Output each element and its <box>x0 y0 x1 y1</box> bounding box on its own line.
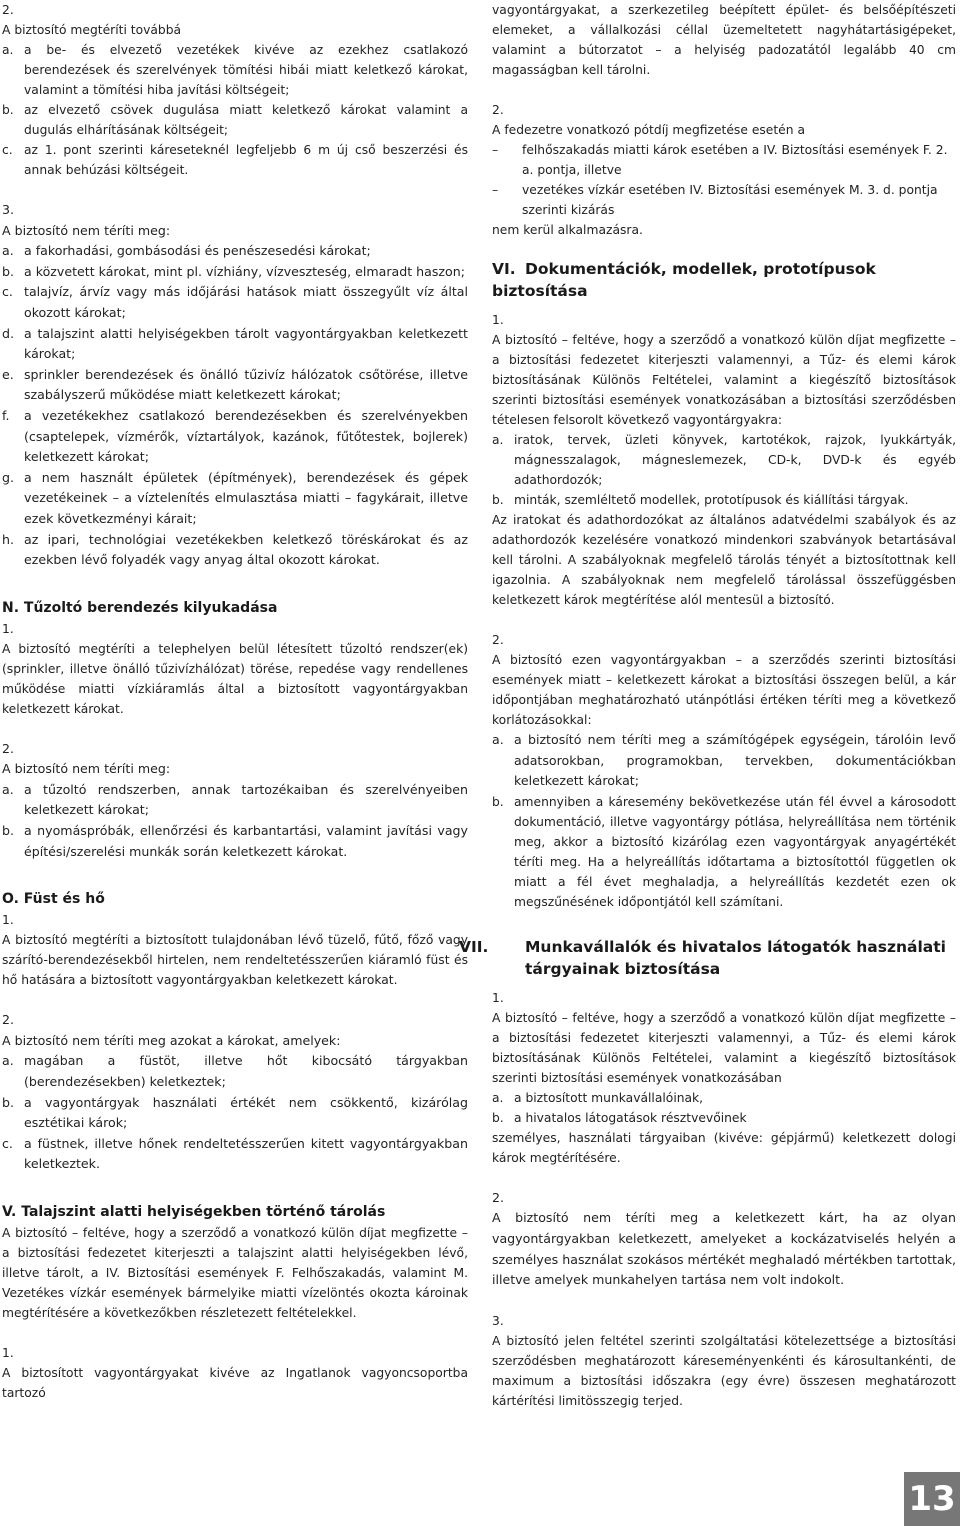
list-item: c. az 1. pont szerinti káreseteknél legfeljebb 6 m új cső beszerzési és annak behúzási költségeit. <box>2 143 468 177</box>
paragraph: A biztosító megtéríti a telephelyen belül létesített tűzoltó rendszer(ek) (sprinkler, illetve önálló tűzivízhálózat) törése, repedése vagy rendellenes működése miatti vízkiáramlás által a biztosított vagyontárgyakban keletkezett károkat. <box>2 641 468 716</box>
list-item: b. a vagyontárgyak használati értékét nem csökkentő, kizárólag esztétikai károk; <box>2 1094 468 1131</box>
paragraph: A biztosító jelen feltétel szerinti szolgáltatási kötelezettsége a biztosítási szerződésben meghatározott káreseményenkénti és károsultankénti, de maximum a biztosítási időszakra (egy évre) összesen meghatározott kártérítési limitösszegig terjed. <box>492 1333 956 1408</box>
list-item: a. a biztosított munkavállalóinak, <box>492 1090 704 1105</box>
paragraph: A biztosító nem téríti meg azokat a károkat, amelyek: <box>2 1032 341 1048</box>
list-item: – felhőszakadás miatti károk esetében a IV. Biztosítási események F. 2. a. pontja, illetve <box>492 143 948 177</box>
list-item: a. a biztosító nem téríti meg a számítógépek egységein, tárolóin levő adatsorokban, programokban, tervekben, dokumentációkban keletkezett károkat; <box>492 732 956 789</box>
list-item: d. a talajszint alatti helyiségekben tárolt vagyontárgyakban keletkezett károkat; <box>2 325 468 362</box>
list-item: b. az elvezető csövek dugulása miatt keletkező károkat valamint a dugulás elhárításának költségeit; <box>2 103 468 137</box>
section-number: 2. <box>492 1189 505 1205</box>
paragraph: vagyontárgyakat, a szerkezetileg beépített épület- és belsőépítészeti elemeket, a vállalkozási céllal üzemeltetett nagyhátartásigépeket, valamint a bútorzatot – a helyiség padozatától legalább 40 cm magasságban kell tárolni. <box>492 3 956 77</box>
paragraph: személyes, használati tárgyaiban (kivéve: gépjármű) keletkezett dologi károk megtérítésére. <box>492 1130 956 1165</box>
section-number: 2. <box>492 103 504 117</box>
paragraph: A biztosító nem téríti meg a keletkezett kárt, ha az olyan vagyontárgyakban keletkezett, amelyeket a kockázatviselés helyén a személyes használat szokásos mértékét meghaladó mértékben tartottak, illetve amelyek munkahelyen tartása nem volt indokolt. <box>492 1210 956 1288</box>
right-column <box>459 0 956 1411</box>
paragraph: A biztosító megtéríti továbbá <box>2 23 182 37</box>
paragraph: A biztosító megtéríti a biztosított tulajdonában lévő tüzelő, fűtő, főző vagy szárító-berendezésekből hirtelen, nem rendeltetésszerűen kiáramló füst és hő hatására a biztosított vagyontárgyakban keletkezett károkat. <box>2 933 468 988</box>
list-item: c. a füstnek, illetve hőnek rendeltetésszerűen kitett vagyontárgyakban keletkeztek. <box>2 1135 468 1172</box>
section-number: 2. <box>2 3 14 17</box>
paragraph: nem kerül alkalmazásra. <box>492 223 643 237</box>
list-item: – vezetékes vízkár esetében IV. Biztosítási események M. 3. d. pontja szerinti kizárás <box>492 183 938 217</box>
chapter-heading: VII. Munkavállalók és hivatalos látogatók használati tárgyainak biztosítása <box>459 937 946 978</box>
paragraph: A fedezetre vonatkozó pótdíj megfizetése esetén a <box>492 123 805 137</box>
section-number: 3. <box>2 202 15 217</box>
page-number: 13 <box>904 1472 960 1526</box>
section-number: 3. <box>492 1313 504 1328</box>
section-number: 2. <box>492 633 504 647</box>
list-item: a. magában a füstöt, illetve hőt kibocsátó tárgyakban (berendezésekben) keletkeztek; <box>2 1053 468 1090</box>
section-number: 1. <box>492 990 504 1005</box>
list-item: b. a közvetett károkat, mint pl. vízhiány, vízveszteség, elmaradt haszon; <box>2 263 465 279</box>
section-heading: V. Talajszint alatti helyiségekben történő tárolás <box>2 1204 386 1220</box>
list-item: a. iratok, tervek, üzleti könyvek, kartotékok, rajzok, lyukkártyák, mágnesszalagok, mágneslemezek, CD-k, DVD-k és egyéb adathordozók; <box>492 433 956 487</box>
paragraph: Az iratokat és adathordozókat az általános adatvédelmi szabályok és az adathordozók kezelésére vonatkozó mindenkori szabványok betartásával kell tárolni. A szabályoknak megfelelő tárolás tényét a biztosítottnak kell igazolnia. A szabályoknak nem megfelelő tárolással összefüggésben keletkezett károk megtérítése alól mentesül a biztosító. <box>492 513 956 607</box>
paragraph: A biztosító – feltéve, hogy a szerződő a vonatkozó külön díjat megfizette – a biztosítási fedezetet kiterjeszti valamennyi, a Tűz- és elemi károk biztosításának Különös Feltételei, valamint a kiegészítő biztosítások szerinti biztosítási események vonatkozásában <box>492 1010 956 1085</box>
list-item: a. a be- és elvezető vezetékek kivéve az ezekhez csatlakozó berendezések és szerelvények tömítési hibái miatt keletkező károkat, valamint a tömítési hiba javítási költségeit; <box>2 43 468 97</box>
list-item: a. a tűzoltó rendszerben, annak tartozékaiban és szerelvényeiben keletkezett károkat; <box>2 781 468 818</box>
list-item: h. az ipari, technológiai vezetékekben keletkező töréskárokat és az ezekben lévő folyadék vagy anyag által okozott károkat. <box>2 531 468 568</box>
paragraph: A biztosító nem téríti meg: <box>2 761 171 777</box>
chapter-heading: VI. Dokumentációk, modellek, prototípusok biztosítása <box>492 260 876 300</box>
paragraph: A biztosító – feltéve, hogy a szerződő a vonatkozó külön díjat megfizette – a biztosítási fedezetet kiterjeszti a talajszint alatti helyiségekben lévő, illetve tárolt, a IV. Biztosítási események F. Felhőszakadás, valamint M. Vezetékes vízkár események bármelyike miatti vízelöntés okozta károinak megtérítésére a következőkben részletezett feltételekkel. <box>2 1226 468 1320</box>
paragraph: A biztosító nem téríti meg: <box>2 222 171 238</box>
section-number: 1. <box>492 313 504 327</box>
list-item: b. a nyomáspróbák, ellenőrzési és karbantartási, valamint javítási vagy építési/szerelési munkák során keletkezett károkat. <box>2 823 468 859</box>
section-number: 2. <box>2 740 15 756</box>
left-column <box>2 0 468 1403</box>
section-number: 1. <box>2 621 14 636</box>
paragraph: A biztosító ezen vagyontárgyakban – a szerződés szerinti biztosítási események miatt – keletkezett károkat a biztosítási összegen belül, a kár időpontjában meghatározható utánpótlási értéken téríti meg a következő korlátozásokkal: <box>492 653 956 727</box>
section-heading: O. Füst és hő <box>2 891 105 908</box>
list-item: b. minták, szemléltető modellek, prototípusok és kiállítási tárgyak. <box>492 493 909 507</box>
list-item: a. a fakorhadási, gombásodási és penészesedési károkat; <box>2 243 371 259</box>
section-number: 1. <box>2 913 14 928</box>
paragraph: A biztosított vagyontárgyakat kivéve az Ingatlanok vagyoncsoportba tartozó <box>2 1366 468 1400</box>
list-item: e. sprinkler berendezések és önálló tűzivíz hálózatok csőtörése, illetve szabályszerű működése miatt keletkezett károkat; <box>2 366 468 403</box>
section-number: 2. <box>2 1012 15 1028</box>
list-item: b. amennyiben a káresemény bekövetkezése után fél évvel a károsodott dokumentáció, illetve vagyontárgy pótlása, helyreállítása nem történik meg, akkor a biztosító kizárólag ezen vagyontárgyak anyagértékét téríti meg. Ha a helyreállítás időtartama a biztosítottól független ok miatt a fél évet meghaladja, a helyreállítás kezdetét ezen ok megszűnésének időpontjától kell számítani. <box>492 794 956 909</box>
section-heading: N. Tűzoltó berendezés kilyukadása <box>2 599 278 616</box>
paragraph: A biztosító – feltéve, hogy a szerződő a vonatkozó külön díjat megfizette – a biztosítási fedezetet kiterjeszti valamennyi, a Tűz- és elemi károk biztosításának Különös Feltételei, valamint a kiegészítő biztosítások szerinti biztosítási események vonatkozásában a biztosítási szerződésben tételesen felsorolt következő vagyontárgyakra: <box>492 333 956 427</box>
list-item: b. a hivatalos látogatások résztvevőinek <box>492 1110 747 1125</box>
list-item: c. talajvíz, árvíz vagy más időjárási hatások miatt összegyűlt víz által okozott károkat; <box>2 284 468 320</box>
section-number: 1. <box>2 1346 14 1360</box>
list-item: g. a nem használt épületek (építmények), berendezések és gépek vezetékeinek – a víztelenítés elmulasztása miatti – fagykárait, illetve ezek következményi kárait; <box>2 469 468 526</box>
list-item: f. a vezetékekhez csatlakozó berendezésekben és szerelvényekben (csaptelepek, vízmérők, víztartályok, kazánok, fűtőtestek, bojlerek) keletkezett károkat; <box>2 407 468 465</box>
